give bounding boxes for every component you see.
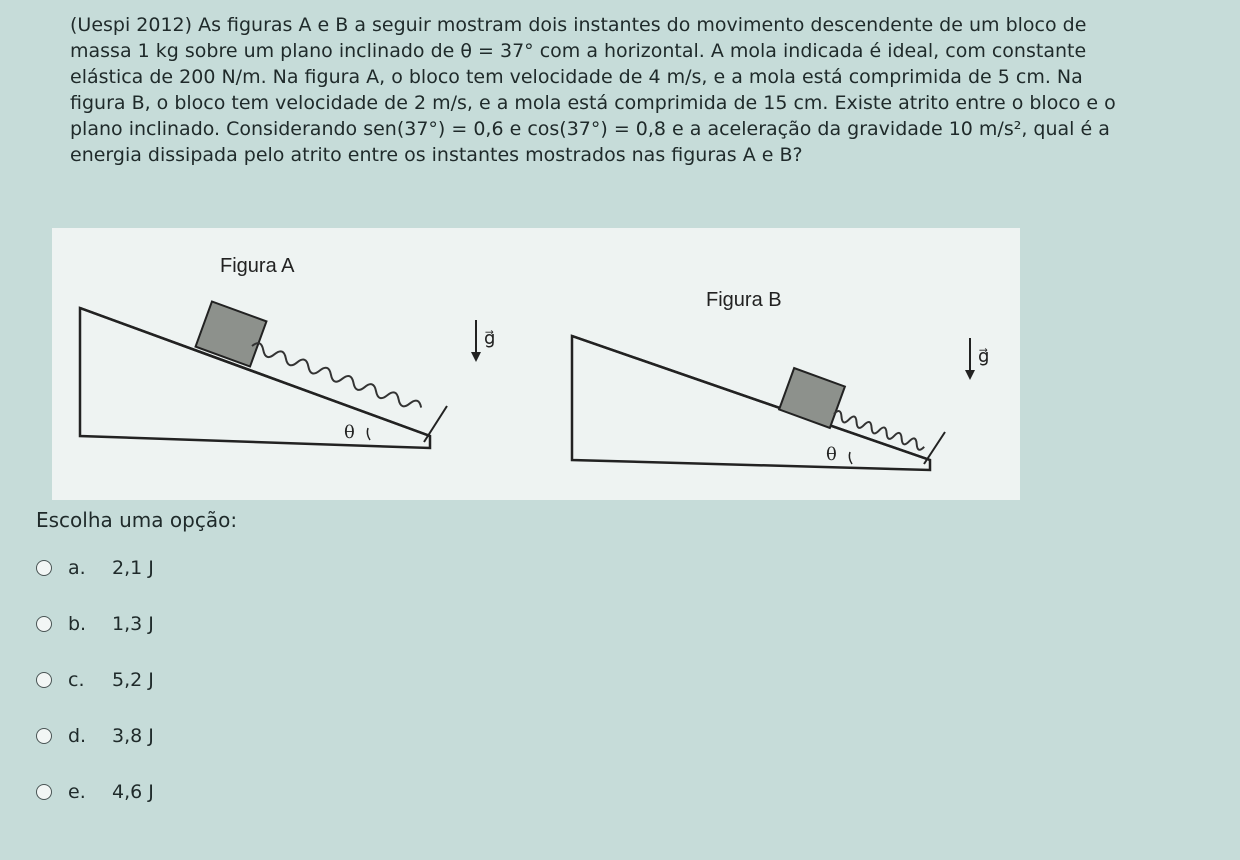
figures-image [52, 228, 1020, 500]
option-d[interactable] [36, 718, 154, 754]
question-line: energia dissipada pelo atrito entre os instantes mostrados nas figuras A e B? [70, 144, 803, 166]
option-letter: c. [68, 669, 85, 691]
option-e[interactable] [36, 774, 154, 810]
option-letter: b. [68, 613, 87, 635]
angle-label-b: θ [826, 444, 837, 465]
option-text: 4,6 J [112, 781, 154, 803]
option-text: 3,8 J [112, 725, 154, 747]
question-line: figura B, o bloco tem velocidade de 2 m/s, e a mola está comprimida de 15 cm. Existe atrito entre o bloco e o [70, 92, 1116, 114]
option-text: 5,2 J [112, 669, 154, 691]
wall-a [424, 406, 447, 442]
block-a [196, 302, 267, 367]
radio-button[interactable] [36, 728, 52, 744]
option-text: 1,3 J [112, 613, 154, 635]
options-list [36, 550, 154, 830]
option-b[interactable] [36, 606, 154, 642]
option-letter: e. [68, 781, 86, 803]
radio-button[interactable] [36, 672, 52, 688]
angle-arc-a [367, 428, 370, 440]
question-line: elástica de 200 N/m. Na figura A, o bloco tem velocidade de 4 m/s, e a mola está comprimida de 5 cm. Na [70, 66, 1083, 88]
question-text [70, 12, 1220, 168]
wall-b [924, 432, 945, 464]
question-line: massa 1 kg sobre um plano inclinado de θ = 37° com a horizontal. A mola indicada é ideal, com constante [70, 40, 1087, 62]
question-line: (Uespi 2012) As figuras A e B a seguir mostram dois instantes do movimento descendente de um bloco de [70, 14, 1087, 36]
block-b [779, 368, 845, 428]
figure-b-title: Figura B [706, 289, 782, 311]
figure-a-title: Figura A [220, 255, 295, 277]
angle-label-a: θ [344, 422, 355, 443]
radio-button[interactable] [36, 560, 52, 576]
gravity-label-a: g⃗ [484, 328, 496, 349]
figure-a [80, 255, 495, 448]
option-letter: a. [68, 557, 86, 579]
gravity-label-b: g⃗ [978, 346, 990, 367]
options-prompt: Escolha uma opção: [36, 508, 238, 532]
radio-button[interactable] [36, 616, 52, 632]
option-letter: d. [68, 725, 87, 747]
option-text: 2,1 J [112, 557, 154, 579]
option-a[interactable] [36, 550, 154, 586]
radio-button[interactable] [36, 784, 52, 800]
incline-b [572, 336, 930, 470]
question-line: plano inclinado. Considerando sen(37°) = 0,6 e cos(37°) = 0,8 e a aceleração da gravidade 10 m/s², qual é a [70, 118, 1110, 140]
angle-arc-b [849, 452, 852, 464]
option-c[interactable] [36, 662, 154, 698]
figure-b [572, 289, 989, 470]
